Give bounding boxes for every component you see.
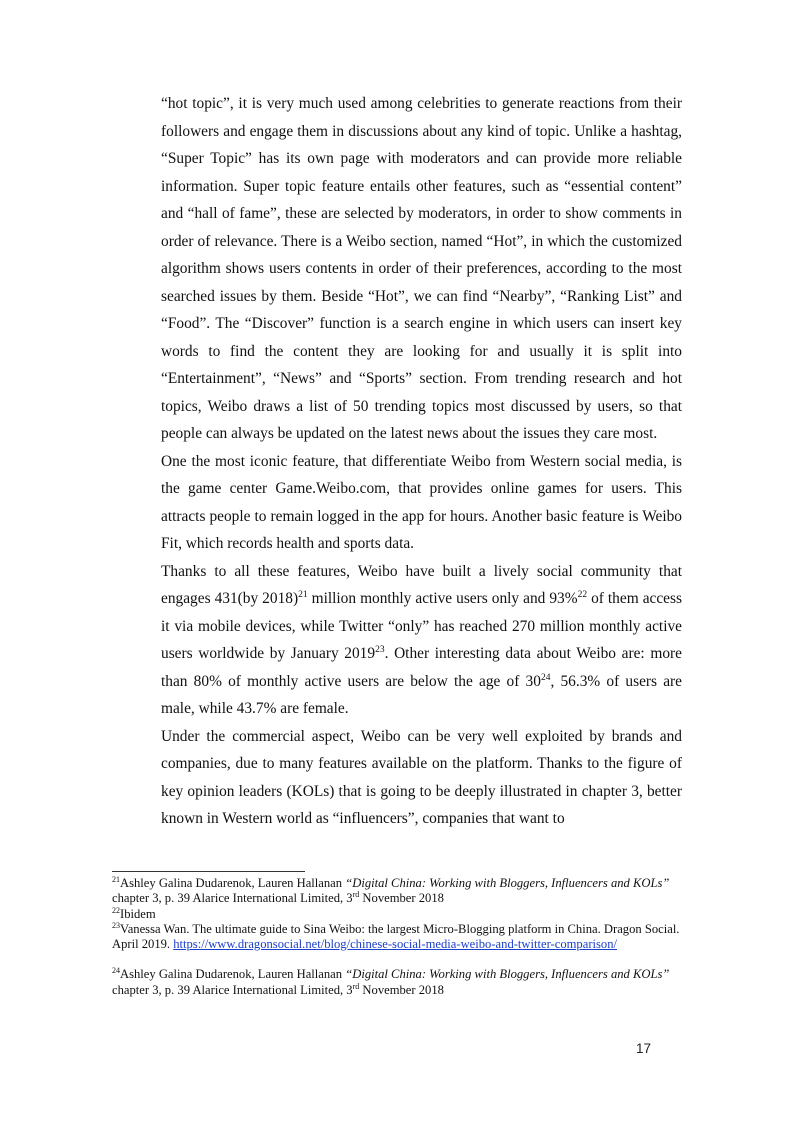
- stats-text-3: of them access it via mobile devices, while Twitter “only” has reached 270 million monthly active users worldwide by January 2019: [161, 590, 682, 662]
- footnotes: [112, 876, 680, 998]
- footnote-ref-24[interactable]: 24: [540, 672, 551, 683]
- footnote-ordinal: rd: [352, 890, 360, 900]
- footnote-ref-23[interactable]: 23: [375, 644, 385, 655]
- stats-text-2: million monthly active users only and 93%: [307, 590, 578, 607]
- footnote-22: [112, 907, 680, 922]
- footnote-title: “Digital China: Working with Bloggers, Influencers and KOLs”: [345, 967, 670, 982]
- footnote-ordinal: rd: [352, 981, 360, 991]
- paragraph-game-center: One the most iconic feature, that differentiate Weibo from Western social media, is the game center Game.Weibo.com, that provides online games for users. This attracts people to remain logged in the app for hours. Another basic feature is Weibo Fit, which records health and sports data.: [161, 452, 682, 552]
- body-text: [161, 90, 682, 833]
- footnote-number: 22: [112, 905, 120, 915]
- footnote-text: Ibidem: [120, 906, 156, 921]
- footnote-authors: Ashley Galina Dudarenok, Lauren Hallanan: [120, 967, 343, 982]
- footnote-24: [112, 967, 680, 998]
- footnote-ref-21[interactable]: 21: [298, 589, 308, 600]
- footnote-ref-22[interactable]: 22: [577, 589, 588, 600]
- stats-text-4: . Other interesting data about Weibo are: more than 80% of monthly active users are below the age of 30: [161, 645, 682, 690]
- stats-text-1: Thanks to all these features, Weibo have built a lively social community that engages 431(by 2018): [161, 562, 682, 607]
- page-number: 17: [636, 1041, 652, 1056]
- footnote-23: [112, 922, 680, 953]
- footnote-date: November 2018: [359, 891, 444, 906]
- footnote-authors: Ashley Galina Dudarenok, Lauren Hallanan: [120, 876, 343, 890]
- paragraph-user-statistics: [161, 558, 682, 723]
- footnote-number: 23: [112, 920, 120, 930]
- footnote-text: Vanessa Wan. The ultimate guide to Sina Weibo: the largest Micro-Blogging platform in China. Dragon Social. April 2019.: [112, 921, 680, 952]
- footnote-number: 21: [112, 874, 120, 884]
- footnote-title: “Digital China: Working with Bloggers, Influencers and KOLs”: [345, 876, 670, 890]
- footnote-separator: [112, 871, 305, 872]
- footnote-link[interactable]: https://www.dragonsocial.net/blog/chinese-social-media-weibo-and-twitter-comparison/: [173, 937, 618, 952]
- footnote-rest: chapter 3, p. 39 Alarice International Limited, 3: [112, 982, 353, 997]
- stats-text-5: , 56.3% of users are male, while 43.7% are female.: [161, 672, 682, 717]
- paragraph-super-topic: “hot topic”, it is very much used among celebrities to generate reactions from their followers and engage them in discussions about any kind of topic. Unlike a hashtag, “Super Topic” has its own page with moderators and can provide more reliable information. Super topic feature entails other features, such as “essential content” and “hall of fame”, these are selected by moderators, in order to show comments in order of relevance. There is a Weibo section, named “Hot”, in which the customized algorithm shows users contents in order of their preferences, according to the most searched issues by them. Beside “Hot”, we can find “Nearby”, “Ranking List” and “Food”. The “Discover” function is a search engine in which users can insert key words to find the content they are looking for and usually it is split into “Entertainment”, “News” and “Sports” section. From trending research and hot topics, Weibo draws a list of 50 trending topics most discussed by users, so that people can always be updated on the latest news about the issues they care most.: [161, 95, 682, 442]
- footnote-rest: chapter 3, p. 39 Alarice International Limited, 3: [112, 891, 353, 906]
- footnote-number: 24: [112, 966, 120, 976]
- footnote-21: [112, 876, 680, 907]
- paragraph-commercial-aspect: Under the commercial aspect, Weibo can be very well exploited by brands and companies, due to many features available on the platform. Thanks to the figure of key opinion leaders (KOLs) that is going to be deeply illustrated in chapter 3, better known in Western world as “influencers”, companies that want to: [161, 727, 682, 827]
- footnote-date: November 2018: [359, 982, 444, 997]
